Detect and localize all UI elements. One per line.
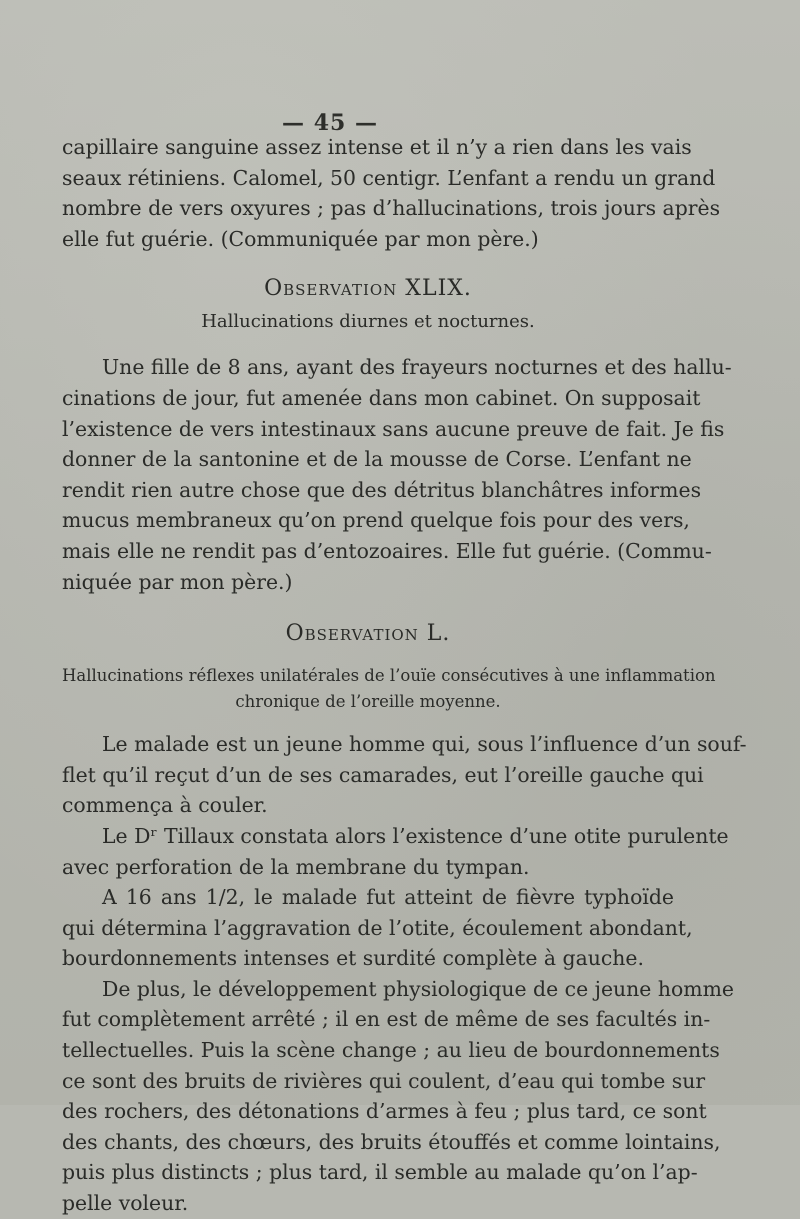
text-line: De plus, le développement physiologique de ce jeune homme — [102, 976, 734, 1001]
text-line: elle fut guérie. (Communiquée par mon père.) — [62, 226, 539, 251]
observation-subtitle-line: Hallucinations réflexes unilatérales de l’ouïe consécutives à une inflammation — [62, 666, 716, 686]
text-line: capillaire sanguine assez intense et il n’y a rien dans les vais — [62, 135, 692, 159]
text-line: mais elle ne rendit pas d’entozoaires. Elle fut guérie. (Commu- — [62, 538, 712, 563]
text-line: A 16 ans 1/2, le malade fut atteint de fièvre typhoïde — [102, 885, 674, 910]
text-line: donner de la santonine et de la mousse de Corse. L’enfant ne — [62, 447, 692, 472]
text-line: cinations de jour, fut amenée dans mon cabinet. On supposait — [62, 385, 701, 410]
observation-paragraph — [62, 882, 693, 974]
observation-title: Observation L. — [285, 621, 451, 647]
observation-paragraph — [62, 821, 729, 882]
text-line: l’existence de vers intestinaux sans aucune preuve de fait. Je fis — [62, 416, 725, 441]
observation-title: Observation XLIX. — [264, 276, 472, 302]
text-line: des rochers, des détonations d’armes à feu ; plus tard, ce sont — [62, 1099, 707, 1124]
observation-paragraph — [62, 974, 734, 1219]
text-line: fut complètement arrêté ; il en est de même de ses facultés in- — [62, 1007, 711, 1032]
text-line: bourdonnements intenses et surdité complète à gauche. — [62, 946, 644, 971]
observation-49 — [62, 274, 732, 597]
observation-subtitle: Hallucinations diurnes et nocturnes. — [201, 311, 535, 333]
page-body — [62, 132, 747, 1219]
text-line: puis plus distincts ; plus tard, il semble au malade qu’on l’ap- — [62, 1160, 698, 1185]
text-line: des chants, des chœurs, des bruits étouffés et comme lointains, — [62, 1129, 721, 1154]
text-line: commença à couler. — [62, 793, 268, 818]
text-line: avec perforation de la membrane du tympan. — [62, 854, 530, 879]
text-line: nombre de vers oxyures ; pas d’hallucinations, trois jours après — [62, 196, 721, 221]
text-line: mucus membraneux qu’on prend quelque fois pour des vers, — [62, 508, 690, 533]
text-line: qui détermina l’aggravation de l’otite, écoulement abondant, — [62, 915, 693, 940]
text-line: pelle voleur. — [62, 1191, 189, 1216]
text-line: ce sont des bruits de rivières qui coulent, d’eau qui tombe sur — [62, 1068, 706, 1093]
text-line: niquée par mon père.) — [62, 569, 293, 594]
intro-paragraph — [62, 132, 721, 254]
observation-paragraph — [62, 352, 732, 597]
observation-subtitle — [62, 663, 716, 715]
text-line: Le Dʳ Tillaux constata alors l’existence d’une otite purulente — [102, 823, 729, 848]
text-line: rendit rien autre chose que des détritus blanchâtres informes — [62, 477, 702, 502]
text-line: Le malade est un jeune homme qui, sous l’influence d’un souf- — [102, 732, 747, 757]
observation-subtitle-line: chronique de l’oreille moyenne. — [235, 692, 501, 712]
observation-50 — [62, 619, 747, 1219]
page-number: — 45 — — [282, 110, 378, 136]
text-line: Une fille de 8 ans, ayant des frayeurs nocturnes et des hallu- — [102, 355, 732, 380]
text-line: seaux rétiniens. Calomel, 50 centigr. L’enfant a rendu un grand — [62, 165, 716, 190]
text-line: tellectuelles. Puis la scène change ; au lieu de bourdonnements — [62, 1038, 720, 1063]
observation-paragraph — [62, 729, 747, 821]
text-line: flet qu’il reçut d’un de ses camarades, eut l’oreille gauche qui — [62, 762, 704, 787]
